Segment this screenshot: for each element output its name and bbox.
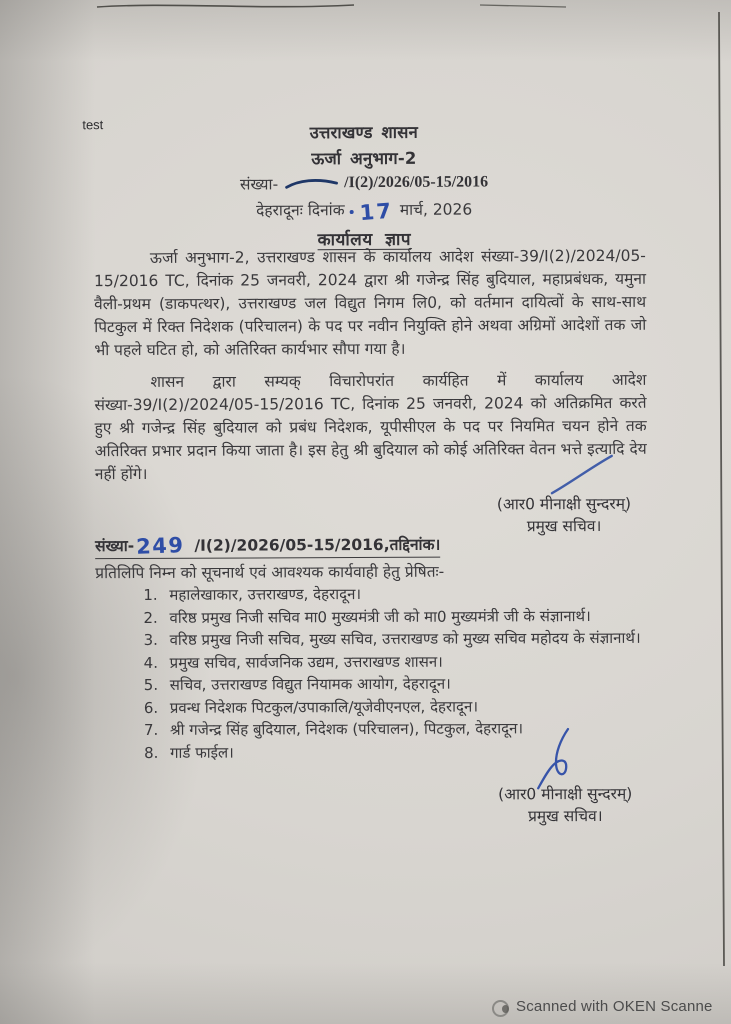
signature-block-2 [477, 783, 653, 828]
number-value: /I(2)/2026/05-15/2016 [344, 173, 489, 192]
list-item-text: प्रमुख सचिव, सार्वजनिक उद्यम, उत्तराखण्ड शासन। [169, 652, 443, 672]
list-item-text: वरिष्ठ प्रमुख निजी सचिव, मुख्य सचिव, उत्तराखण्ड को मुख्य सचिव महोदय के संज्ञानार्थ। [169, 628, 641, 649]
handwritten-dispatch-number: 249 [135, 532, 185, 559]
place-date-line [0, 195, 730, 226]
list-item [144, 717, 664, 742]
list-item-number: 2. [143, 608, 158, 627]
dispatch-number-label: संख्या- [95, 537, 135, 556]
signatory-name: (आर0 मीनाक्षी सुन्दरम्) [498, 784, 633, 804]
list-item [144, 649, 664, 674]
list-item-number: 5. [143, 675, 159, 694]
dispatch-number-rest: /I(2)/2026/05-15/2016,तद्दिनांक। [194, 535, 441, 555]
department-section: ऊर्जा अनुभाग-2 [311, 148, 417, 169]
dispatch-number-line [95, 533, 440, 560]
list-item-number: 4. [143, 653, 159, 672]
list-item [143, 582, 663, 607]
government-title: उत्तराखण्ड शासन [309, 122, 418, 143]
number-label: संख्या- [239, 175, 279, 194]
copy-distribution-heading: प्रतिलिपि निम्न को सूचनार्थ एवं आवश्यक कार्यवाही हेतु प्रेषितः- [95, 562, 445, 583]
list-item-number: 3. [143, 630, 158, 649]
dateline-prefix: देहरादूनः दिनांक [256, 201, 345, 220]
list-item-text: गार्ड फाईल। [170, 743, 234, 762]
reference-number-line [0, 170, 730, 195]
list-item-number: 1. [143, 585, 158, 604]
scanner-watermark-text: Scanned with OKEN Scanne [516, 998, 713, 1015]
memo-body [94, 245, 647, 486]
signatory-designation: प्रमुख सचिव। [526, 516, 602, 536]
list-item-text: श्री गजेन्द्र सिंह बुदियाल, निदेशक (परिचालन), पिटकुल, देहरादून। [169, 719, 524, 739]
pen-stroke-dash-icon [284, 176, 338, 190]
list-item [143, 604, 663, 629]
list-item-number: 8. [144, 743, 159, 762]
memo-paragraph-1: ऊर्जा अनुभाग-2, उत्तराखण्ड शासन के कार्यालय आदेश संख्या-39/I(2)/2024/05-15/2016 TC, दिनांक 25 जनवरी, 2024 द्वारा श्री गजेन्द्र सिंह बुदियाल, महाप्रबंधक, यमुना वैली-प्रथम (डाकपत्थर), उत्तराखण्ड जल विद्युत निगम लि0, को वर्तमान दायित्वों के साथ-साथ पिटकुल में रिक्त निदेशक (परिचालन) के पद पर नवीन नियुक्ति होने अथवा अग्रिमों आदेशों तक जो भी पहले घटित हो, को अतिरिक्त कार्यभार सौपा गया है। [93, 246, 647, 360]
list-item [144, 672, 664, 697]
signature-block-1 [476, 493, 652, 538]
dateline-suffix: मार्च, 2026 [399, 200, 473, 219]
signatory-name: (आर0 मीनाक्षी सुन्दरम्) [496, 494, 632, 514]
signatory-designation: प्रमुख सचिव। [528, 806, 603, 826]
corner-note: test [82, 117, 104, 133]
list-item-text: प्रवन्ध निदेशक पिटकुल/उपाकालि/यूजेवीएनएल, देहरादून। [169, 697, 479, 717]
list-item-number: 7. [143, 720, 159, 739]
list-item [144, 694, 664, 719]
list-item-number: 6. [143, 698, 159, 717]
pen-signature-scribble-icon [535, 727, 585, 791]
memo-title: कार्यालय ज्ञाप [317, 229, 412, 251]
pen-stroke-signature-line-icon [548, 453, 616, 497]
list-item-text: सचिव, उत्तराखण्ड विद्युत नियामक आयोग, देहरादून। [169, 674, 451, 694]
oken-scanner-logo-icon [492, 1000, 509, 1017]
distribution-list [143, 582, 664, 764]
handwritten-day: 17 [358, 198, 394, 226]
list-item-text: महालेखाकार, उत्तराखण्ड, देहरादून। [169, 585, 362, 604]
list-item-text: वरिष्ठ प्रमुख निजी सचिव मा0 मुख्यमंत्री जी को मा0 मुख्यमंत्री जी के संज्ञानार्थ। [169, 606, 591, 627]
memo-paragraph-2: शासन द्वारा सम्यक् विचारोपरांत कार्यहित में कार्यालय आदेश संख्या-39/I(2)/2024/05-15/2016 TC, दिनांक 25 जनवरी, 2024 को अतिक्रमित करते हुए श्री गजेन्द्र सिंह बुदियाल को प्रबंध निदेशक, यूपीसीएल के पद पर नियमित चयन होने तक अतिरिक्त प्रभार प्रदान किया जाता है। इस हेतु श्री बुदियाल को कोई अतिरिक्त वेतन भत्ते इत्यादि देय नहीं होंगे। [94, 370, 647, 484]
list-item [144, 739, 664, 764]
list-item [144, 627, 664, 652]
pen-mark-dot-icon [350, 210, 354, 214]
